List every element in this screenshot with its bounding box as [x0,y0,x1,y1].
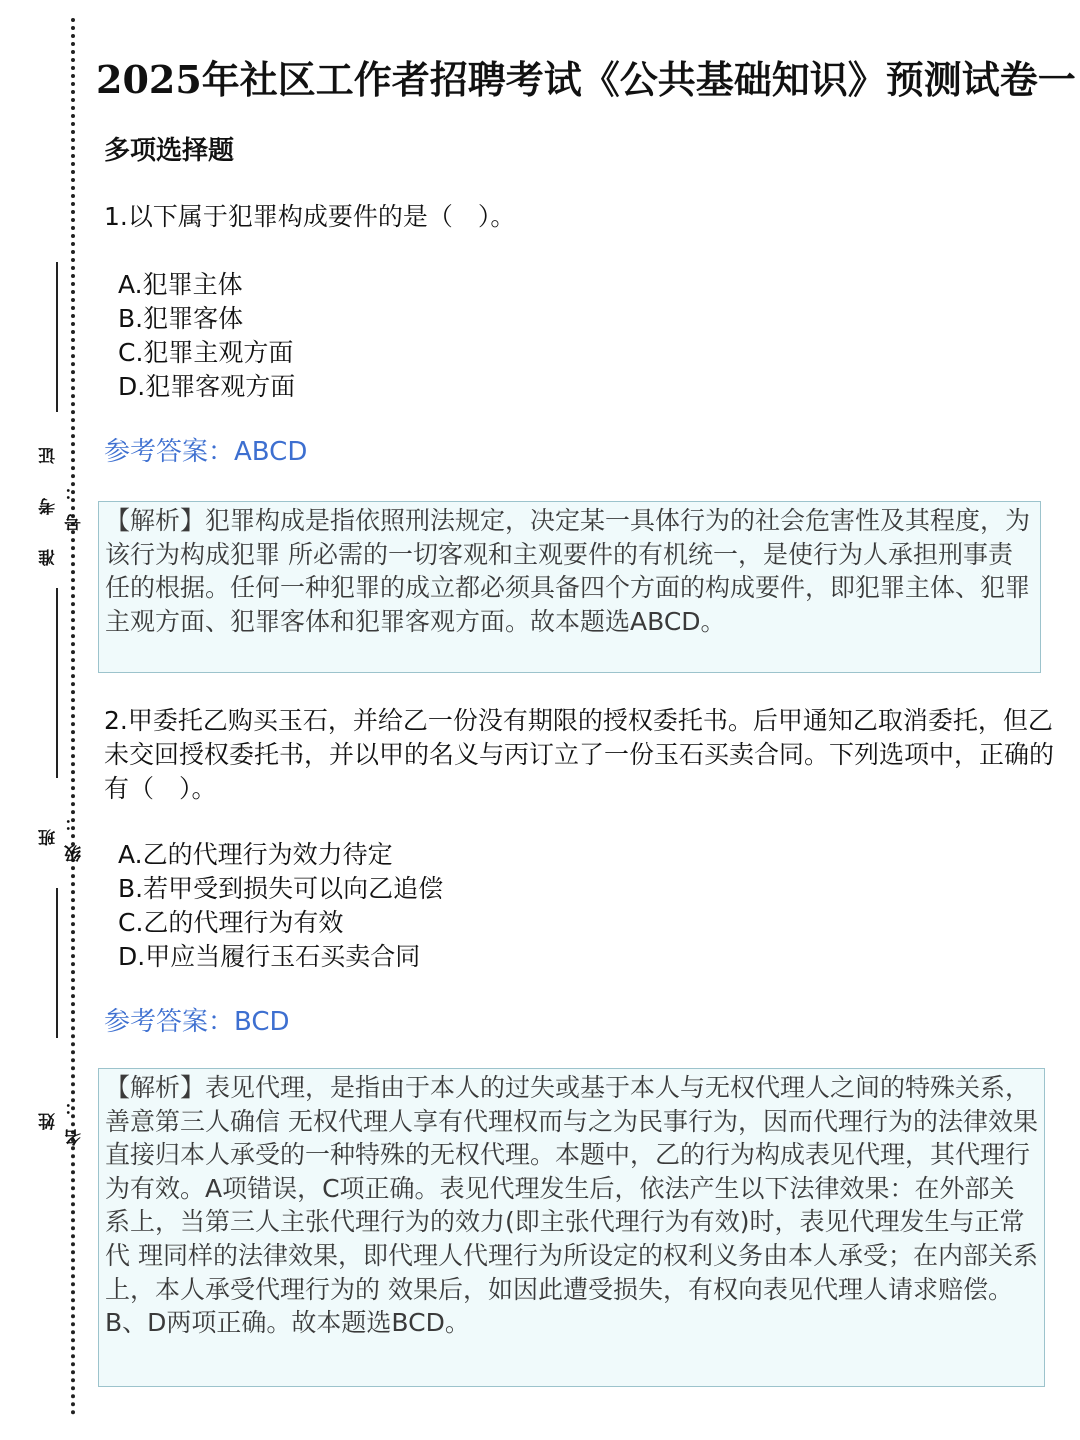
question-2-option-a: A.乙的代理行为效力待定 [118,840,393,869]
class-line [56,888,58,1038]
class-label: 班 级： [39,800,85,862]
question-2-option-d: D.甲应当履行玉石买卖合同 [118,942,421,971]
question-2-option-c: C.乙的代理行为有效 [118,908,344,937]
question-2-answer: 参考答案：BCD [104,1007,290,1037]
exam-number-label: 准 考 证 号： [39,433,85,567]
question-1-answer: 参考答案：ABCD [104,437,308,467]
binding-dotted-line [71,18,75,1416]
name-label: 姓 名： [39,1084,85,1146]
exam-number-line-bottom [56,588,58,778]
question-1-stem: 1.以下属于犯罪构成要件的是（ ）。 [104,202,516,231]
exam-number-line-top [56,262,58,412]
question-2-option-b: B.若甲受到损失可以向乙追偿 [118,874,444,903]
question-1-option-c: C.犯罪主观方面 [118,338,294,367]
section-title: 多项选择题 [104,136,235,166]
question-1-option-b: B.犯罪客体 [118,304,244,333]
question-2-options [118,838,443,974]
question-1-explanation: 【解析】犯罪构成是指依照刑法规定，决定某一具体行为的社会危害性及其程度，为该行为构成犯罪 所必需的一切客观和主观要件的有机统一，是使行为人承担刑事责任的根据。任何一种犯罪的成立都必须具备四个方面的构成要件，即犯罪主体、犯罪主观方面、犯罪客体和犯罪客观方面。故本题选ABCD。 [98,501,1041,673]
question-1-option-d: D.犯罪客观方面 [118,372,296,401]
question-2-stem: 2.甲委托乙购买玉石，并给乙一份没有期限的授权委托书。后甲通知乙取消委托，但乙未交回授权委托书，并以甲的名义与丙订立了一份玉石买卖合同。下列选项中，正确的有（ ）。 [104,706,1055,803]
page-title: 2025年社区工作者招聘考试《公共基础知识》预测试卷一 [96,57,1076,102]
question-1-option-a: A.犯罪主体 [118,270,243,299]
question-2-explanation: 【解析】表见代理，是指由于本人的过失或基于本人与无权代理人之间的特殊关系，善意第三人确信 无权代理人享有代理权而与之为民事行为，因而代理行为的法律效果直接归本人承受的一种特殊的无权代理。本题中，乙的行为构成表见代理，其代理行为有效。A项错误，C项正确。表见代理发生后，依法产生以下法律效果：在外部关系上，当第三人主张代理行为的效力(即主张代理行为有效)时，表见代理发生与正常代 理同样的法律效果，即代理人代理行为所设定的权利义务由本人承受；在内部关系上，本人承受代理行为的 效果后，如因此遭受损失，有权向表见代理人请求赔偿。B、D两项正确。故本题选BCD。 [98,1068,1045,1387]
question-1-options [118,268,295,404]
